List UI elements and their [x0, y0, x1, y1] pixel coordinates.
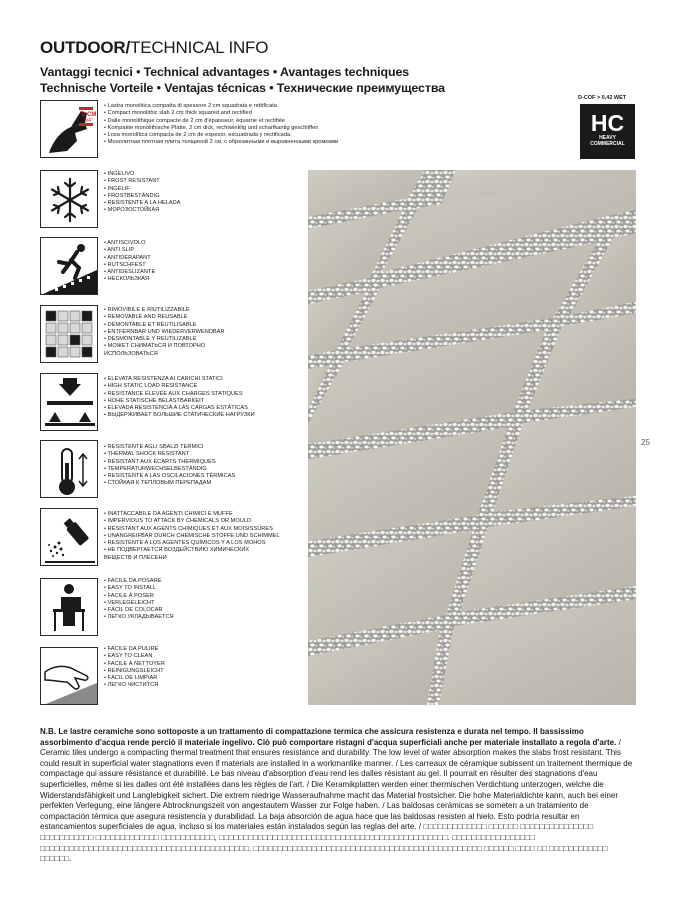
- page-number: 25: [641, 438, 650, 447]
- feature-load-text: • ELEVATA RESISTENZA AI CARICHI STATICI • HIGH STATIC LOAD RESISTANCE • RÉSISTANCE ÉLEVÉE AUX CHARGES STATIQUES • HOHE STATISCHE BELASTBARKEIT • ELEVADA RESISTENCIA A LAS CARGAS ESTÁTICAS • ВЫДЕРЖИВАЕТ БОЛЬШИЕ СТАТИЧЕСКИЕ НАГРУЗКИ: [104, 376, 255, 419]
- static-load-icon: [40, 373, 98, 431]
- title-bold: OUTDOOR/: [40, 38, 131, 57]
- note-rest: / Ceramic tiles undergo a compacting thermal treatment that ensures resistance and durability. The low level of water absorption makes the slabs frost resistant. This could result in superficial water stagnations even if materials are installed in a workmanlike manner. / Les carreaux de céramique subissent un traitement thermique de compactage qui assure résistance et durabilité. Le bas niveau d'absorption d'eau rend les dalles résistant au gel. Il pourrait en résulter des stagnations d'eau superficielles, même si les dalles ont été installées dans les règles de l'art. / Die Keramikplatten werden einer thermischen Verdichtung unterzogen, welche die Widerstandsfähigkeit und Langlebigkeit sichert. Die extrem niedrige Wasseraufnahme macht das Material frostsicher. Die hohe Materialdichte kann, auch bei einer perfekten Verlegung, eine längere Abtrocknungszeit von angestautem Wasser zur Folge haben. / Las baldosas cerámicas se someten a un tratamiento de compactación térmica que asegura resistencia y durabilidad. La baja absorción de agua hace que las baldosas resisten al hielo. Esto podría resultar en estancamientos superficiales de agua, incluso si los materiales están instalados según las reglas del arte. / □□□□□□□□□□□□□ □□□□□□ □□□□□□□□□□□□□□□ □□□□□□□□□□□ □□□□□□□□□□□□□ □□□□□□□□□□□, □□□□□□□□□□□□□□□□□□□□□□□□□□□□□□□□□□□□□□□□□□□□□□□. □□□□□□□□□□□□□□□□□ □□□□□□□□□□□□□□□□□□□□□□□□□□□□□□□□□□□□□□□□□□□. □□□□□□□□□□□□□□□□□□□□□□□□□□□□□□□□□□□□□□□□□□□□□□□ □□□□□□ □□□□ □□ □□□□□□□□□□□□ □□□□□□.: [40, 737, 633, 864]
- dcof-label: D-COF > 0,42 WET: [578, 95, 627, 101]
- feature-install-text: • FACILE DA POSARE • EASY TO INSTALL • FACILE À POSER • VERLEGELEICHT • FÁCIL DE COLOCAR • ЛЕГКО УКЛАДЫВАЕТСЯ: [104, 578, 174, 621]
- cleaning-hand-icon: [40, 647, 98, 705]
- feature-antislip-text: • ANTISCIVOLO • ANTI SLIP • ANTIDÉRAPANT • RUTSCHFEST • ANTIDESLIZANTE • НЕСКОЛЬЗКАЯ: [104, 240, 156, 283]
- badge-code: HC: [590, 110, 625, 136]
- note-bold: N.B. Le lastre ceramiche sono sottoposte a un trattamento di compattazione termica che assicura resistenza e durata nel tempo. Il bassissimo assorbimento d'acqua rende perciò il materiale ingelivo. Ciò può comportare ristagni d'acqua superficiali anche per materiale installato a regola d'arte.: [40, 727, 617, 747]
- advantages-heading-1: Vantaggi tecnici • Technical advantages • Avantages techniques: [40, 65, 410, 79]
- outdoor-tiles-photo: [308, 170, 636, 705]
- slab-thickness-icon: [40, 100, 98, 158]
- badge-line-1: HEAVY: [599, 135, 616, 141]
- feature-clean-text: • FACILE DA PULIRE • EASY TO CLEAN • FACILE À NETTOYER • REINIGUNGSLEICHT • FÁCIL DE LIMPIAR • ЛЕГКО ЧИСТИТСЯ: [104, 646, 165, 689]
- feature-slab-text: • Lastra monolitica compatta di spessore 2 cm squadrata e rettificata • Compact monolithic slab 2 cm thick squared and rectified • Dalle monolithique compacte de 2 cm d'épaisseur, équarrie et rectifiée • Kompakte monolithische Platte, 2 cm dick, rechtwinklig und scharfkantig geschliffen • Losa monolítica compacta de 2 cm de espesor, escuadrada y rectificada. • Монолитная плотная плита толщиной 2 см, с обрезанными и выровненными кромками: [104, 103, 339, 146]
- feature-removable-text: • RIMOVIBILE E RIUTILIZZABILE • REMOVABLE AND REUSABLE • DÉMONTABLE ET RÉUTILISABLE • ENTFERNBAR UND WIEDERVERWENDBAR • DESMONTABLE Y REUTILIZABLE • МОЖЕТ СНИМАТЬСЯ И ПОВТОРНО ИСПОЛЬЗОВАТЬСЯ: [104, 307, 225, 357]
- worker-install-icon: [40, 578, 98, 636]
- note-paragraph: [40, 727, 636, 865]
- slab-thickness-text: 2 CM: [82, 112, 97, 118]
- chemical-spray-icon: [40, 508, 98, 566]
- badge-line-2: COMMERCIAL: [590, 141, 625, 147]
- title-rest: TECHNICAL INFO: [130, 38, 269, 57]
- anti-slip-icon: [40, 237, 98, 295]
- feature-thermal-text: • RESISTENTE AGLI SBALZI TERMICI • THERMAL SHOCK RESISTANT • RÉSISTANT AUX ÉCARTS THERMIQUES • TEMPERATURWECHSELBESTÄNDIG • RESISTENTE A LAS OSCILACIONES TÉRMICAS • СТОЙКАЯ К ТЕПЛОВЫМ ПЕРЕПАДАМ: [104, 444, 236, 487]
- slab-fraction-text: 3/4": [84, 118, 93, 124]
- advantages-heading-2: Technische Vorteile • Ventajas técnicas • Технические преимущества: [40, 81, 445, 95]
- snowflake-icon: [40, 170, 98, 228]
- page-title: [40, 38, 268, 58]
- removable-tiles-icon: [40, 305, 98, 363]
- heavy-commercial-badge: [580, 104, 635, 159]
- feature-chemical-text: • INATTACCABILE DA AGENTI CHIMICI E MUFFE • IMPERVIOUS TO ATTACK BY CHEMICALS OR MOULD • RÉSISTANT AUX AGENTS CHIMIQUES ET AUX MOISISSURES • UNANGREIFBAR DURCH CHEMISCHE STOFFE UND SCHIMMEL • RESISTENTE A LOS AGENTES QUÍMICOS Y A LOS MOHOS • НЕ ПОДВЕРГАЕТСЯ ВОЗДЕЙСТВИЮ ХИМИЧЕСКИХ ВЕЩЕСТВ И ПЛЕСЕНИ: [104, 511, 280, 561]
- thermometer-icon: [40, 440, 98, 498]
- feature-frost-text: • INGELIVO • FROST RESISTANT • INGÉLIF • FROSTBESTÄNDIG • RESISTENTE A LA HELADA • МОРОЗОСТОЙКАЯ: [104, 171, 181, 214]
